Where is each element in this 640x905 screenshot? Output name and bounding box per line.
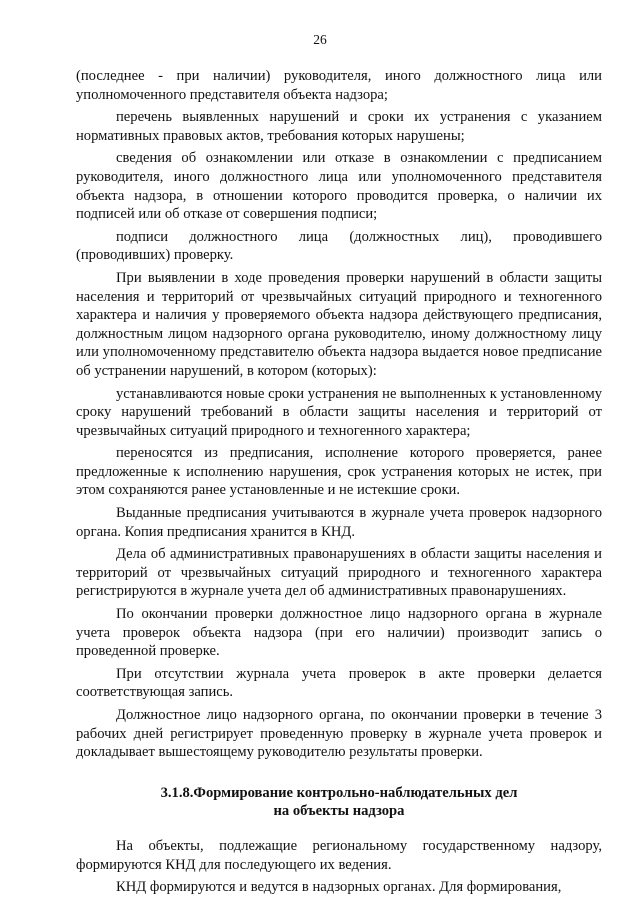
- paragraph: При отсутствии журнала учета проверок в акте проверки делается соответствующая запись.: [76, 665, 602, 701]
- paragraph: На объекты, подлежащие региональному государственному надзору, формируются КНД для последующего их ведения.: [76, 837, 602, 873]
- section-heading-line: на объекты надзора: [273, 803, 405, 820]
- paragraph: Выданные предписания учитываются в журнале учета проверок надзорного органа. Копия предписания хранится в КНД.: [76, 505, 602, 540]
- document-body: [76, 67, 602, 901]
- paragraph: По окончании проверки должностное лицо надзорного органа в журнале учета проверок объекта надзора (при его наличии) производит запись о проведенной проверке.: [76, 606, 602, 660]
- section-heading: [76, 784, 602, 821]
- paragraph: устанавливаются новые сроки устранения не выполненных к установленному сроку нарушений требований в области защиты населения и территорий от чрезвычайных ситуаций природного и техногенного характера;: [76, 385, 602, 439]
- paragraph: перечень выявленных нарушений и сроки их устранения с указанием нормативных правовых актов, требования которых нарушены;: [76, 109, 602, 144]
- paragraph: (последнее - при наличии) руководителя, иного должностного лица или уполномоченного представителя объекта надзора;: [76, 68, 602, 103]
- paragraph: подписи должностного лица (должностных лиц), проводившего (проводивших) проверку.: [76, 228, 602, 264]
- paragraph: КНД формируются и ведутся в надзорных органах. Для формирования,: [116, 879, 562, 896]
- section-heading-line: 3.1.8.Формирование контрольно-наблюдательных дел: [160, 784, 518, 801]
- paragraph: При выявлении в ходе проведения проверки нарушений в области защиты населения и территорий от чрезвычайных ситуаций природного и техногенного характера и наличия у проверяемого объекта надзора действующего предписания, должностным лицом надзорного органа руководителю, иному должностному лицу или уполномоченному представителю объекта надзора выдается новое предписание об устранении нарушений, в котором (которых):: [76, 269, 602, 379]
- paragraph: Дела об административных правонарушениях в области защиты населения и территорий от чрезвычайных ситуаций природного и техногенного характера регистрируются в журнале учета дел об административных правонарушениях.: [76, 546, 602, 600]
- paragraph: сведения об ознакомлении или отказе в ознакомлении с предписанием руководителя, иного должностного лица или уполномоченного представителя объекта надзора, в отношении которого проводится проверка, о наличии их подписей или об отказе от совершения подписи;: [76, 150, 602, 223]
- paragraph: переносятся из предписания, исполнение которого проверяется, ранее предложенные к исполнению нарушения, срок устранения которых не истек, при этом сохраняются ранее установленные и не истекшие сроки.: [76, 445, 602, 499]
- paragraph: Должностное лицо надзорного органа, по окончании проверки в течение 3 рабочих дней регистрирует проведенную проверку в журнале учета проверок и докладывает вышестоящему руководителю результаты проверки.: [76, 707, 602, 761]
- page-number: 26: [313, 32, 327, 47]
